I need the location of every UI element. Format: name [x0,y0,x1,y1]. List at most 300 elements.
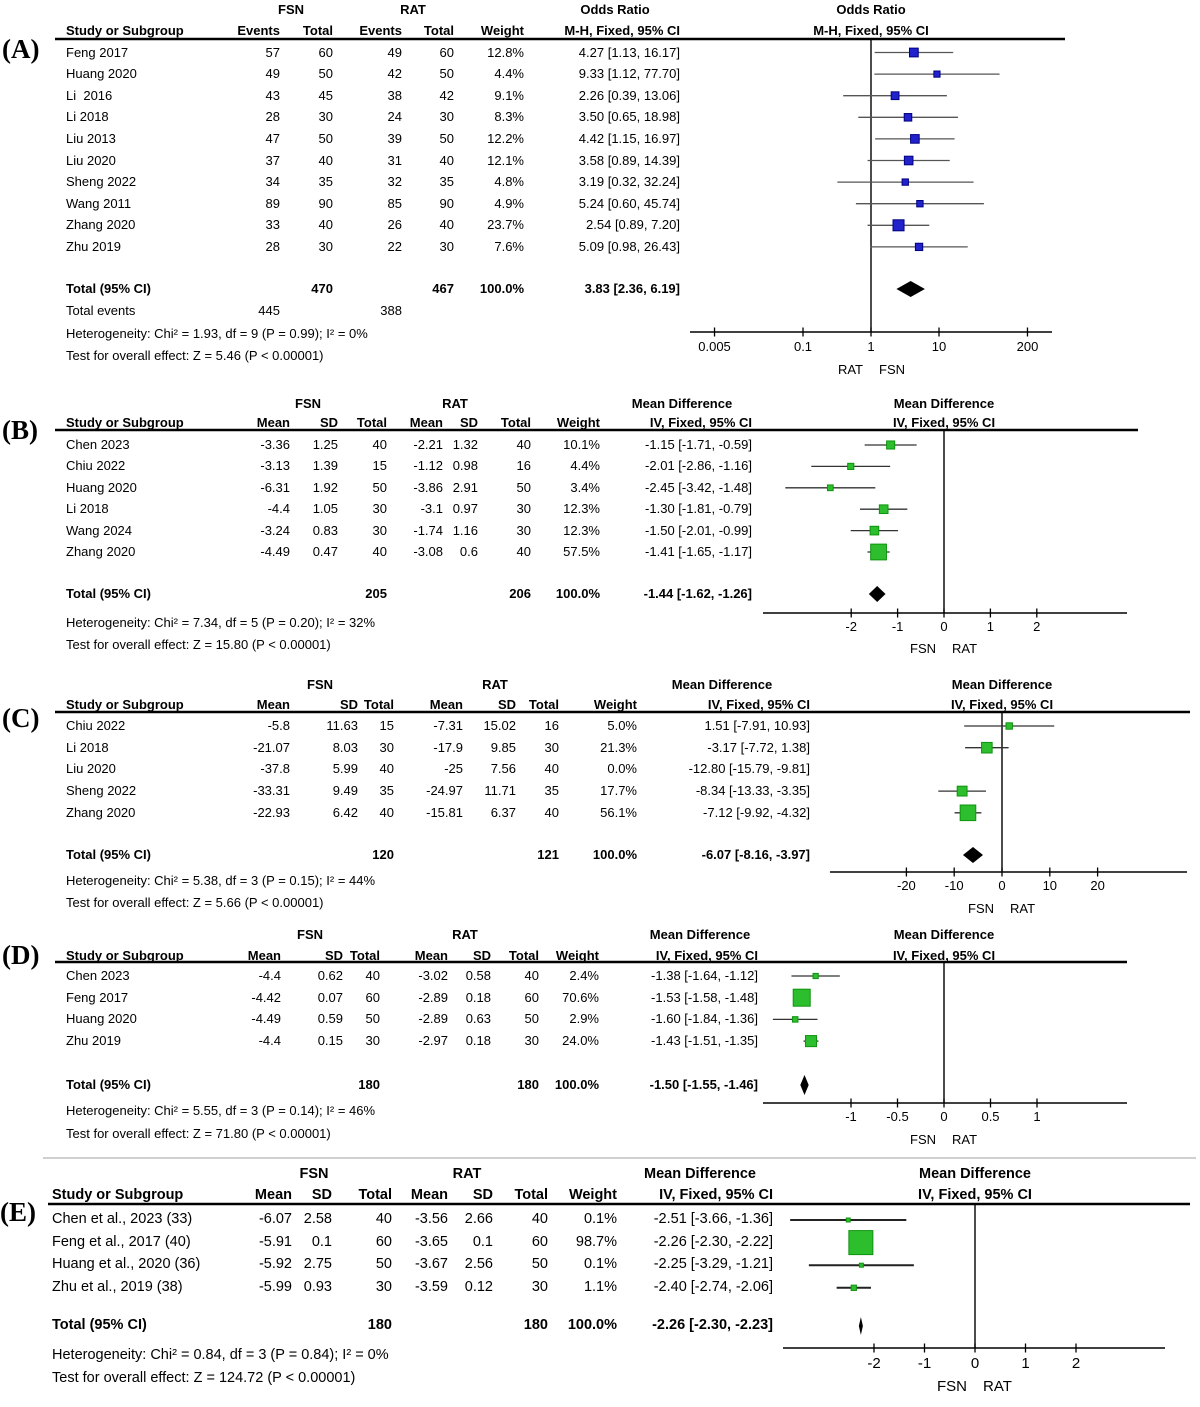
study-cell: 2.75 [303,1256,332,1273]
study-cell: 22 [387,238,402,254]
study-cell: 5.99 [332,761,358,777]
col-header: Weight [556,415,600,430]
heterogeneity-text: Heterogeneity: Chi² = 7.34, df = 5 (P = 0.20); I² = 32% [66,615,376,630]
study-cell: -1.41 [-1.65, -1.17] [645,544,752,559]
study-cell: 40 [544,761,559,777]
study-cell: 30 [372,522,387,538]
study-cell: 30 [439,238,454,254]
effect-measure-header: Odds Ratio [580,2,650,17]
study-cell: 7.6% [494,238,524,254]
study-cell: -2.26 [-2.30, -2.22] [653,1233,773,1250]
study-cell: 60 [318,44,333,60]
study-cell: 6.37 [490,804,516,820]
study-cell: 16 [516,458,531,474]
effect-marker [849,1231,873,1255]
study-cell: 12.3% [563,522,600,538]
study-cell: 30 [439,109,454,125]
study-cell: 0.62 [317,968,343,983]
heterogeneity-text: Heterogeneity: Chi² = 5.55, df = 3 (P = 0.14); I² = 46% [66,1103,376,1118]
study-cell: 0.1 [472,1233,493,1250]
group2-header: RAT [452,1166,482,1182]
study-name: Huang 2020 [66,66,137,82]
col-header: Total [358,1187,392,1203]
effect-marker [909,48,918,57]
col-header: SD [319,415,338,430]
study-cell: 2.66 [464,1211,493,1227]
effect-marker [904,156,913,165]
total-cell: 100.0% [555,586,600,601]
plot-effect-header: Odds Ratio [836,2,906,17]
study-cell: -2.89 [418,989,448,1005]
axis-tick-label: 1 [1021,1355,1030,1372]
study-cell: 37 [265,152,280,168]
overall-effect-text: Test for overall effect: Z = 5.66 (P < 0.00001) [66,895,324,910]
plot-method-header: M-H, Fixed, 95% CI [813,23,929,38]
study-cell: -3.13 [260,458,290,474]
axis-tick-label: 2 [1071,1355,1081,1372]
col-header: SD [459,415,478,430]
col-header: Weight [593,697,637,712]
study-cell: 0.98 [452,458,478,474]
axis-tick-label: 200 [1016,339,1039,354]
group1-header: FSN [295,396,321,411]
study-cell: 0.0% [607,761,637,777]
study-cell: 40 [516,437,531,452]
axis-tick-label: -10 [944,878,964,893]
study-cell: 30 [372,501,387,517]
study-cell: -1.60 [-1.84, -1.36] [651,1011,758,1027]
axis-tick-label: -20 [896,878,916,893]
total-cell: -1.50 [-1.55, -1.46] [649,1077,758,1092]
study-cell: 90 [318,195,333,211]
study-name: Zhu et al., 2019 (38) [52,1278,183,1295]
study-cell: -3.86 [413,479,443,495]
study-cell: 0.1% [583,1256,617,1273]
study-cell: -4.4 [258,968,281,983]
axis-tick-label: 0.005 [698,339,731,354]
total-cell: 470 [311,281,333,296]
study-cell: -21.07 [253,739,290,755]
total-cell: 100.0% [567,1317,617,1333]
study-cell: -1.38 [-1.64, -1.12] [651,968,758,983]
study-cell: 38 [387,87,402,103]
axis-tick-label: 10 [931,339,947,354]
study-cell: -5.92 [258,1256,292,1273]
total-diamond [859,1317,863,1335]
col-header: IV, Fixed, 95% CI [659,1187,773,1203]
study-cell: 30 [365,1033,380,1049]
study-cell: 0.1 [311,1233,332,1250]
study-name: Chiu 2022 [66,458,126,474]
study-cell: 32 [387,174,402,190]
axis-tick-label: -1 [845,1109,857,1124]
col-header-study: Study or Subgroup [66,697,184,712]
study-cell: 40 [318,217,333,233]
study-cell: -17.9 [433,739,463,755]
study-cell: 3.50 [0.65, 18.98] [578,109,680,125]
study-cell: 70.6% [562,989,599,1005]
effect-marker [904,114,912,122]
total-cell: 180 [517,1077,539,1092]
col-header: Mean [256,415,290,430]
study-cell: -7.12 [-9.92, -4.32] [703,804,810,820]
effect-marker [851,1285,856,1290]
study-cell: -1.74 [413,522,443,538]
study-cell: -4.42 [251,989,281,1005]
col-header: Mean [409,415,443,430]
panel-e-label: (E) [0,1197,36,1227]
total-events-label: Total events [66,303,136,318]
effect-marker [859,1263,863,1267]
study-cell: 57 [265,44,280,60]
study-cell: 8.3% [494,109,524,125]
study-cell: 47 [265,130,280,146]
total-cell: 120 [372,847,394,862]
study-cell: 30 [544,739,559,755]
study-cell: 98.7% [575,1233,617,1250]
study-cell: 1.16 [452,522,478,538]
study-cell: 45 [318,87,333,103]
axis-tick-label: -1 [917,1355,932,1372]
col-header: SD [311,1187,332,1203]
study-cell: 12.2% [487,130,524,146]
study-cell: 60 [439,44,454,60]
col-header: Mean [429,697,463,712]
study-cell: 3.58 [0.89, 14.39] [578,152,680,168]
study-cell: 30 [379,739,394,755]
effect-measure-header: Mean Difference [671,677,773,692]
study-cell: 1.25 [312,437,338,452]
col-header: Mean [410,1187,448,1203]
group1-header: FSN [307,677,333,692]
study-name: Huang et al., 2020 (36) [52,1256,201,1273]
study-cell: 4.42 [1.15, 16.97] [578,130,680,146]
study-cell: 40 [524,968,539,983]
study-name: Liu 2020 [66,152,116,168]
heterogeneity-text: Heterogeneity: Chi² = 0.84, df = 3 (P = 0.84); I² = 0% [52,1347,389,1363]
study-cell: 50 [318,130,333,146]
effect-marker [805,1036,816,1047]
study-cell: 40 [372,544,387,559]
study-cell: 0.15 [317,1033,343,1049]
study-name: Huang 2020 [66,1011,137,1027]
study-cell: 60 [375,1233,392,1250]
effect-measure-header: Mean Difference [631,396,733,411]
study-cell: 15 [372,458,387,474]
favours-right-label: RAT [983,1378,1012,1395]
effect-marker [917,201,923,207]
favours-left-label: FSN [968,901,994,916]
study-name: Zhu 2019 [66,238,121,254]
total-cell: 205 [365,586,387,601]
study-cell: 30 [318,109,333,125]
study-cell: 40 [318,152,333,168]
favours-left-label: FSN [910,1132,936,1147]
study-cell: 50 [516,479,531,495]
effect-marker [848,463,854,469]
axis-tick-label: 1 [986,619,995,634]
col-header: Total [356,415,387,430]
study-cell: 15 [379,718,394,733]
study-cell: 49 [265,66,280,82]
study-cell: 12.3% [563,501,600,517]
study-cell: 31 [387,152,402,168]
study-cell: 0.1% [583,1211,617,1227]
study-cell: 2.26 [0.39, 13.06] [578,87,680,103]
study-cell: -3.17 [-7.72, 1.38] [707,739,810,755]
effect-marker [934,71,940,77]
col-header-study: Study or Subgroup [52,1187,184,1203]
study-cell: 49 [387,44,402,60]
effect-marker [813,973,818,978]
total-cell: -2.26 [-2.30, -2.23] [652,1317,773,1333]
effect-marker [827,485,833,491]
study-cell: 50 [365,1011,380,1027]
study-name: Wang 2024 [66,522,133,538]
study-cell: 60 [531,1233,548,1250]
effect-measure-header: Mean Difference [643,1166,757,1182]
col-header: Weight [555,948,599,963]
total-diamond [869,586,886,602]
study-name: Feng et al., 2017 (40) [52,1233,191,1250]
axis-tick-label: -1 [891,619,904,634]
study-cell: -8.34 [-13.33, -3.35] [695,783,810,799]
overall-effect-text: Test for overall effect: Z = 5.46 (P < 0.00001) [66,348,324,363]
axis-tick-label: -2 [845,619,857,634]
study-name: Chiu 2022 [66,718,126,733]
col-header: Total [528,697,559,712]
study-cell: 4.9% [494,195,524,211]
study-cell: -1.50 [-2.01, -0.99] [645,522,752,538]
study-cell: 40 [439,217,454,233]
study-cell: 4.8% [494,174,524,190]
axis-tick-label: 10 [1042,878,1058,893]
study-cell: 60 [365,989,380,1005]
axis-tick-label: -2 [867,1355,881,1372]
study-name: Zhang 2020 [66,804,136,820]
study-cell: 9.49 [332,783,358,799]
axis-tick-label: 1 [867,339,875,354]
study-cell: -3.67 [414,1256,448,1273]
group2-header: RAT [442,396,468,411]
study-cell: 56.1% [600,804,637,820]
study-cell: 28 [265,109,280,125]
study-cell: 30 [318,238,333,254]
effect-marker [957,786,967,796]
study-cell: 0.18 [465,1033,491,1049]
col-header: Mean [414,948,448,963]
study-cell: -4.4 [267,501,290,517]
study-cell: -2.45 [-3.42, -1.48] [645,479,752,495]
study-name: Chen et al., 2023 (33) [52,1211,193,1227]
study-cell: -4.4 [258,1033,281,1049]
effect-marker [879,505,888,514]
total-label: Total (95% CI) [66,847,151,862]
study-cell: 33 [265,217,280,233]
col-header: Total [423,23,454,38]
study-cell: -2.89 [418,1011,448,1027]
study-cell: -15.81 [426,804,463,820]
study-cell: 0.58 [465,968,491,983]
total-label: Total (95% CI) [66,1077,151,1092]
study-name: Liu 2013 [66,130,116,146]
plot-effect-header: Mean Difference [951,677,1053,692]
col-header: SD [339,697,358,712]
study-cell: -25 [444,761,463,777]
effect-marker [960,805,976,821]
total-cell: -1.44 [-1.62, -1.26] [643,586,752,601]
study-cell: 0.6 [459,544,478,559]
study-name: Feng 2017 [66,44,129,60]
study-cell: -1.43 [-1.51, -1.35] [651,1033,758,1049]
axis-tick-label: 1 [1033,1109,1041,1124]
study-cell: 30 [516,522,531,538]
study-cell: 5.24 [0.60, 45.74] [578,195,680,211]
total-cell: 3.83 [2.36, 6.19] [584,281,680,296]
effect-marker [870,526,879,535]
col-header: SD [472,1187,493,1203]
total-cell: 100.0% [554,1077,599,1092]
total-cell: -6.07 [-8.16, -3.97] [701,847,810,862]
study-cell: 35 [544,783,559,799]
axis-tick-label: 20 [1090,878,1105,893]
effect-marker [871,544,887,560]
group2-header: RAT [482,677,508,692]
favours-right-label: RAT [952,641,978,656]
study-cell: 23.7% [487,217,524,233]
study-cell: -22.93 [253,804,290,820]
total-cell: 100.0% [592,847,637,862]
plot-method-header: IV, Fixed, 95% CI [892,948,996,963]
study-cell: 1.92 [312,479,338,495]
study-cell: 24.0% [562,1033,599,1049]
study-name: Huang 2020 [66,479,137,495]
total-cell: 180 [523,1317,548,1333]
study-cell: 0.18 [465,989,491,1005]
study-cell: 10.1% [563,437,600,452]
col-header: IV, Fixed, 95% CI [649,415,752,430]
col-header: Mean [254,1187,292,1203]
total-diamond [963,847,983,863]
col-header: Total [508,948,539,963]
study-name: Liu 2020 [66,761,116,777]
study-cell: 24 [387,109,402,125]
study-cell: -3.56 [414,1211,448,1227]
col-header: SD [497,697,516,712]
study-cell: 50 [531,1256,548,1273]
study-cell: 16 [544,718,559,733]
effect-marker [792,1017,797,1022]
favours-left-label: FSN [937,1378,967,1395]
group2-header: RAT [452,927,478,942]
col-header: Events [237,23,280,38]
study-cell: 50 [524,1011,539,1027]
study-cell: 0.83 [312,522,338,538]
study-cell: -3.08 [413,544,443,559]
total-label: Total (95% CI) [66,586,151,601]
study-cell: 40 [375,1211,392,1227]
study-cell: 12.8% [487,44,524,60]
study-cell: 50 [372,479,387,495]
study-cell: 42 [387,66,402,82]
study-cell: -3.65 [414,1233,448,1250]
study-name: Li 2018 [66,109,109,125]
study-cell: 1.39 [312,458,338,474]
col-header: Weight [568,1187,617,1203]
study-name: Zhu 2019 [66,1033,121,1049]
study-cell: 1.1% [583,1278,617,1295]
study-cell: -1.30 [-1.81, -0.79] [645,501,752,517]
study-cell: 9.85 [490,739,516,755]
study-cell: 2.56 [464,1256,493,1273]
study-cell: 50 [318,66,333,82]
study-cell: -3.59 [414,1278,448,1295]
study-name: Wang 2011 [66,195,132,211]
group1-header: FSN [299,1166,329,1182]
total-label: Total (95% CI) [52,1317,147,1333]
study-cell: 5.09 [0.98, 26.43] [578,238,680,254]
study-cell: 8.03 [332,739,358,755]
study-cell: 43 [265,87,280,103]
study-name: Chen 2023 [66,968,130,983]
panel-a-label: (A) [2,34,40,64]
favours-left-label: RAT [837,362,863,377]
total-diamond [896,281,924,297]
effect-marker [902,179,908,185]
plot-effect-header: Mean Difference [893,396,995,411]
study-cell: 21.3% [600,739,637,755]
study-cell: 35 [439,174,454,190]
panel-b-label: (B) [2,415,38,445]
study-cell: -33.31 [253,783,290,799]
study-cell: 26 [387,217,402,233]
plot-method-header: IV, Fixed, 95% CI [950,697,1054,712]
col-header-study: Study or Subgroup [66,415,184,430]
study-cell: -24.97 [426,783,463,799]
group1-header: FSN [278,2,304,17]
total-events-group1: 445 [258,303,280,318]
study-name: Zhang 2020 [66,217,136,233]
study-cell: -37.8 [260,761,290,777]
panel-d-label: (D) [2,940,40,970]
study-cell: 1.32 [452,437,478,452]
study-cell: 2.58 [303,1211,332,1227]
col-header: Weight [480,23,524,38]
study-cell: 5.0% [607,718,637,733]
study-name: Feng 2017 [66,989,129,1005]
study-cell: -2.97 [418,1033,448,1049]
effect-marker [891,92,899,100]
study-cell: -6.07 [258,1211,292,1227]
study-cell: 0.93 [303,1278,332,1295]
study-cell: -1.12 [413,458,443,474]
study-cell: 39 [387,130,402,146]
study-cell: -5.99 [258,1278,292,1295]
total-cell: 100.0% [479,281,524,296]
study-cell: -2.51 [-3.66, -1.36] [653,1211,773,1227]
overall-effect-text: Test for overall effect: Z = 71.80 (P < 0.00001) [66,1126,331,1141]
study-cell: 15.02 [483,718,516,733]
study-cell: 9.33 [1.12, 77.70] [578,66,680,82]
col-header: IV, Fixed, 95% CI [655,948,758,963]
study-cell: 40 [516,544,531,559]
favours-right-label: RAT [1010,901,1036,916]
effect-marker [1006,723,1012,729]
favours-right-label: RAT [952,1132,978,1147]
study-cell: 50 [375,1256,392,1273]
study-cell: 50 [439,66,454,82]
study-cell: 4.4% [570,458,600,474]
